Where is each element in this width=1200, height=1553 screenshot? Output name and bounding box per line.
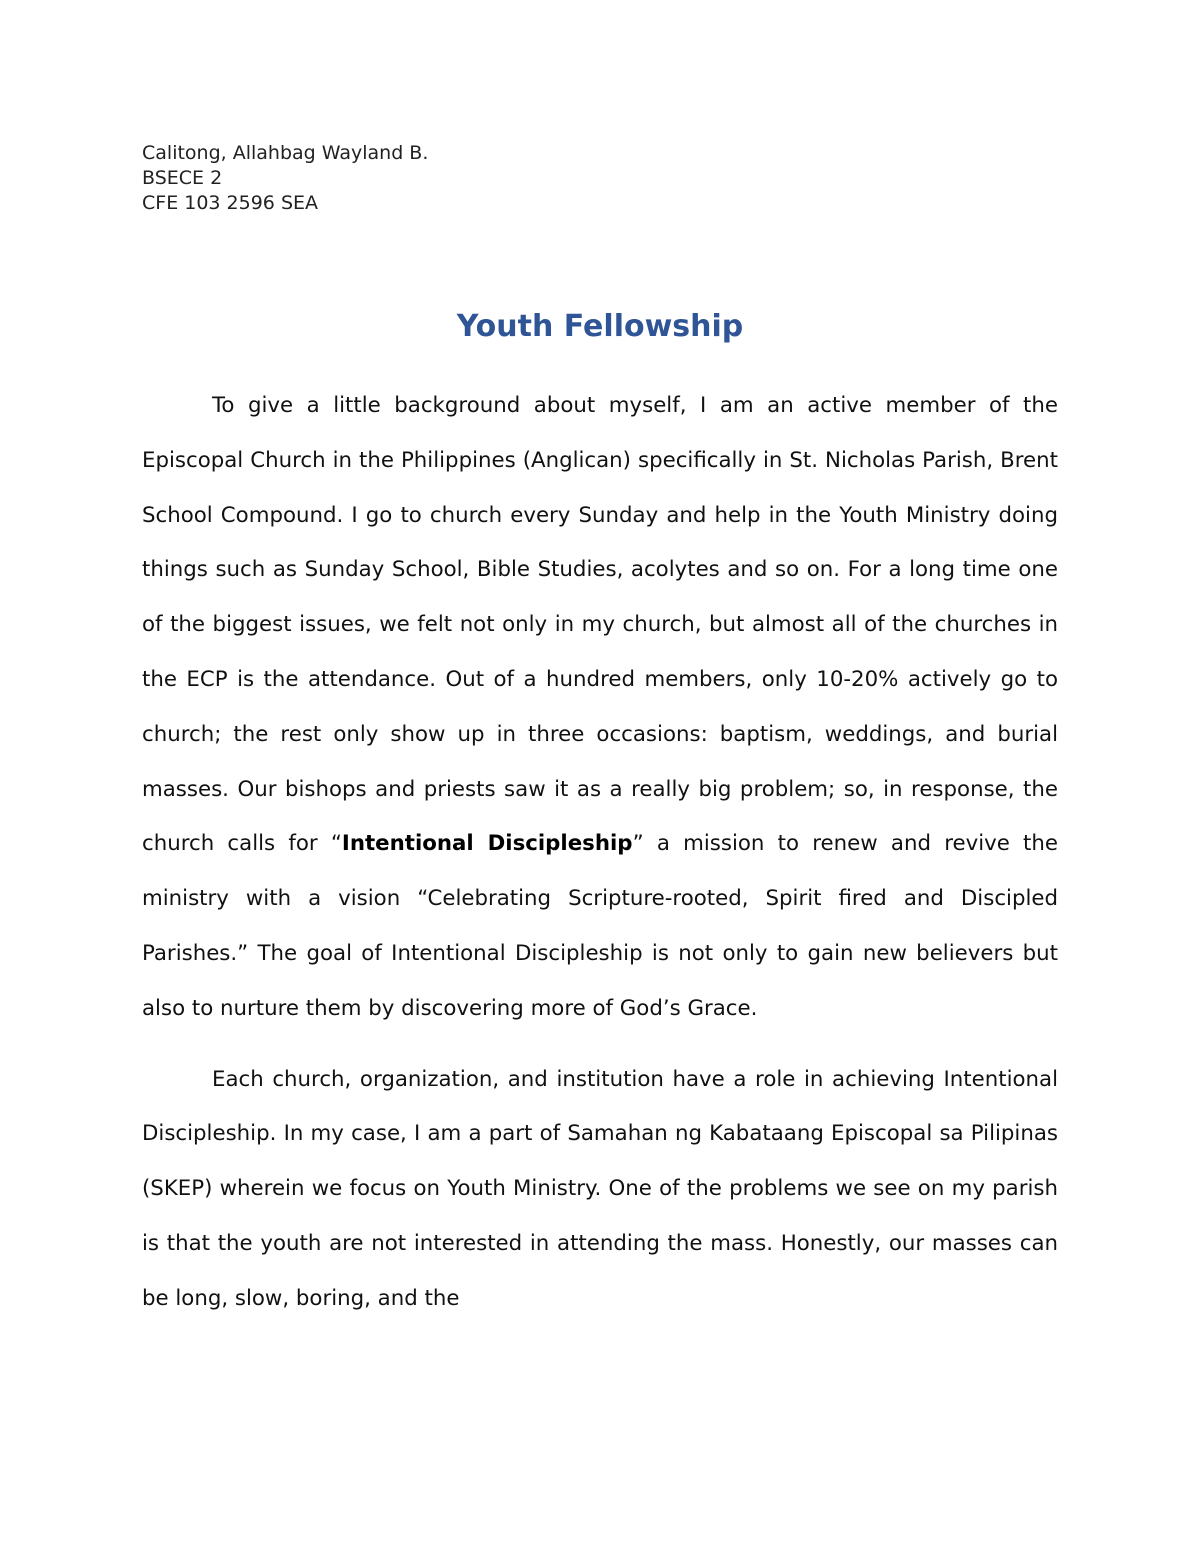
document-body: [142, 379, 1058, 1327]
student-program: BSECE 2: [142, 167, 223, 189]
paragraph-1-text-before: To give a little background about myself, I am an active member of the Episcopal Church in the Philippines (Anglican) specifically in St. Nicholas Parish, Brent School Compound. I go to church every Sunday and help in the Youth Ministry doing things such as Sunday School, Bible Studies, acolytes and so on. For a long time one of the biggest issues, we felt not only in my church, but almost all of the churches in the ECP is the attendance. Out of a hundred members, only 10-20% actively go to church; the rest only show up in three occasions: baptism, weddings, and burial masses. Our bishops and priests saw it as a really big problem; so, in response, the church calls for “: [142, 393, 1058, 857]
paragraph-1: [142, 379, 1058, 1037]
paragraph-1-text-after: ” a mission to renew and revive the ministry with a vision “Celebrating Scripture-rooted, Spirit fired and Discipled Parishes.” The goal of Intentional Discipleship is not only to gain new believers but also to nurture them by discovering more of God’s Grace.: [142, 831, 1058, 1021]
paragraph-1-emphasis: Intentional Discipleship: [341, 831, 633, 857]
paragraph-2: Each church, organization, and institution have a role in achieving Intentional Discipleship. In my case, I am a part of Samahan ng Kabataang Episcopal sa Pilipinas (SKEP) wherein we focus on Youth Ministry. One of the problems we see on my parish is that the youth are not interested in attending the mass. Honestly, our masses can be long, slow, boring, and the: [142, 1066, 1058, 1311]
student-info: [142, 141, 428, 216]
course-code: CFE 103 2596 SEA: [142, 192, 319, 214]
student-name: Calitong, Allahbag Wayland B.: [142, 142, 429, 164]
document-title: Youth Fellowship: [456, 309, 744, 344]
